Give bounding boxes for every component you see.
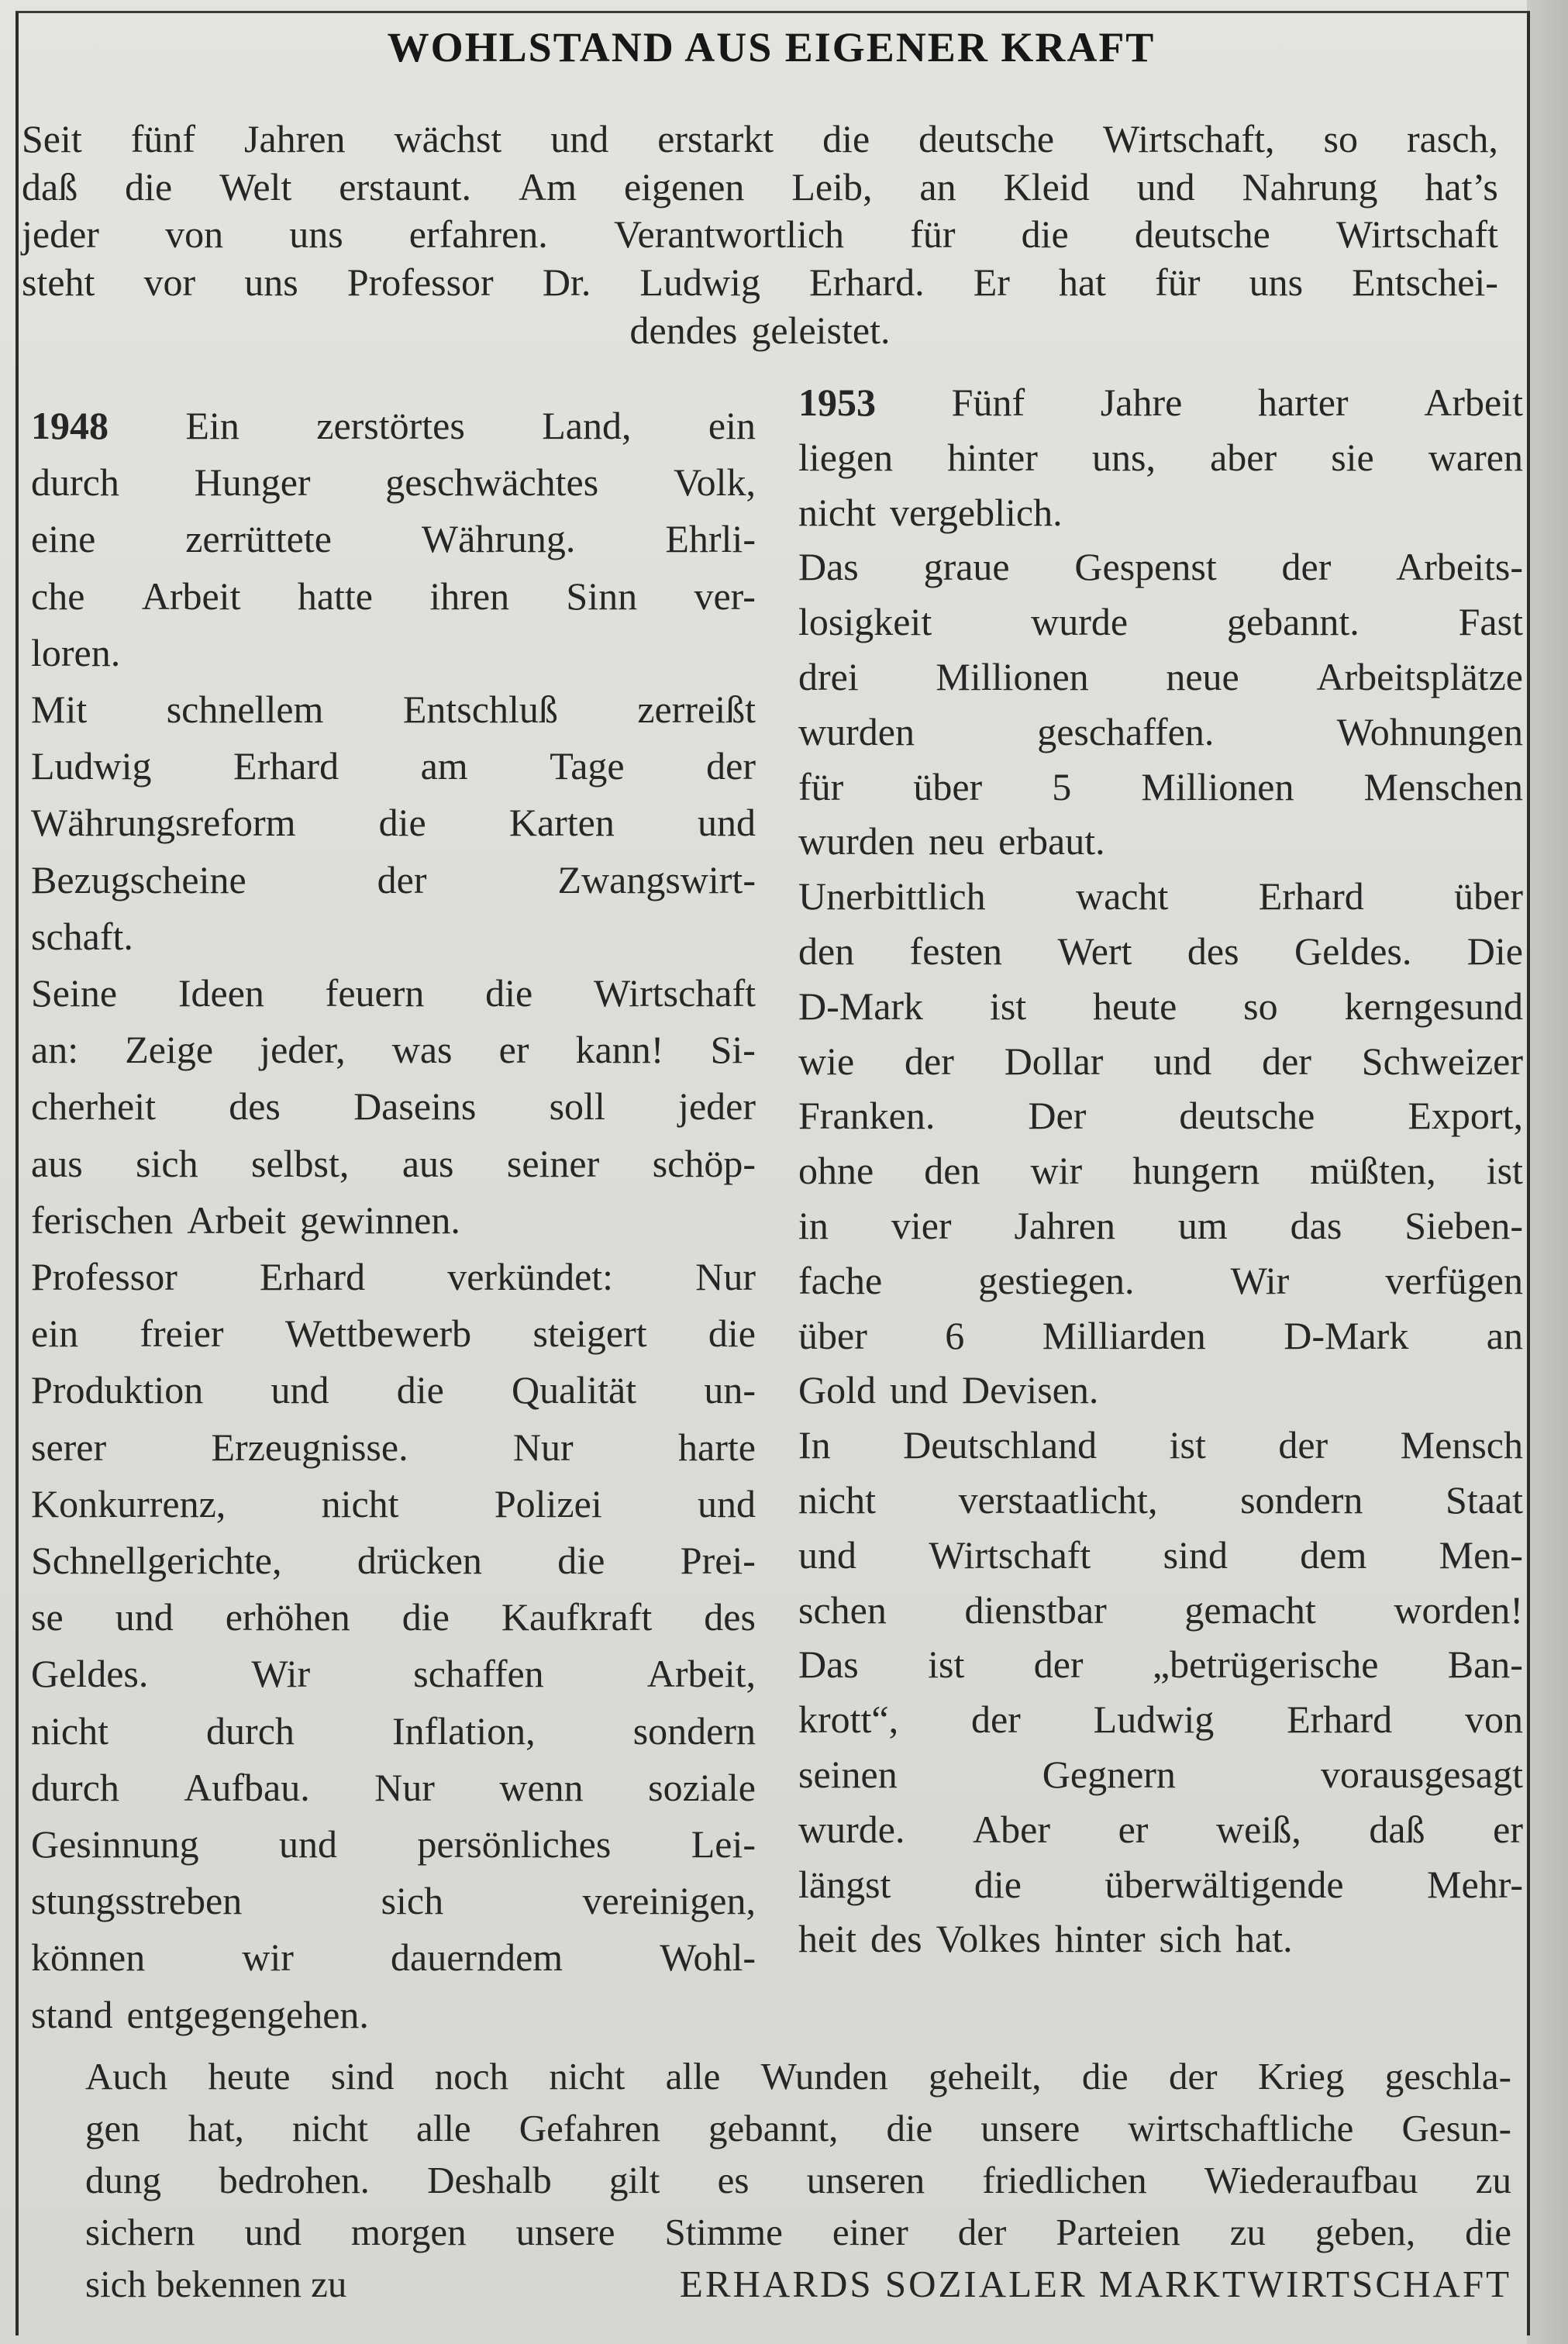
right-column-line: Gold und Devisen. — [798, 1368, 1099, 1412]
right-column-line: seinen Gegnern vorausgesagt — [798, 1753, 1523, 1796]
left-column-line: können wir dauerndem Wohl- — [31, 1936, 756, 1980]
right-column-line: 1953 Fünf Jahre harter Arbeit — [798, 381, 1523, 424]
left-column-line: serer Erzeugnisse. Nur harte — [31, 1425, 756, 1469]
outro-line: Auch heute sind noch nicht alle Wunden geheilt, die der Krieg geschla- — [85, 2055, 1511, 2098]
left-column-line: Gesinnung und persönliches Lei- — [31, 1822, 756, 1866]
left-column-line: Bezugscheine der Zwangswirt- — [31, 857, 756, 901]
right-column-line: ohne den wir hungern müßten, ist — [798, 1149, 1523, 1193]
left-column-line: ein freier Wettbewerb steigert die — [31, 1312, 756, 1356]
year-label: 1948 — [31, 404, 109, 447]
intro-line: steht vor uns Professor Dr. Ludwig Erhard. Er hat für uns Entschei- — [22, 260, 1498, 304]
right-column-line: wie der Dollar und der Schweizer — [798, 1039, 1523, 1083]
left-column-line: stand entgegengehen. — [31, 1992, 369, 2036]
right-column-line: und Wirtschaft sind dem Men- — [798, 1532, 1523, 1577]
right-column-line: Das ist der „betrügerische Ban- — [798, 1643, 1523, 1687]
left-column-line: eine zerrüttete Währung. Ehrli- — [31, 517, 756, 561]
slogan-erhards-sozialer-marktwirtschaft: ERHARDS SOZIALER MARKTWIRTSCHAFT — [679, 2263, 1511, 2305]
left-column-line: Mit schnellem Entschluß zerreißt — [31, 688, 756, 731]
right-column-line: schen dienstbar gemacht worden! — [798, 1587, 1523, 1632]
right-column-line: drei Millionen neue Arbeitsplätze — [798, 655, 1523, 698]
left-column-line: stungsstreben sich vereinigen, — [31, 1879, 756, 1923]
left-column-line: durch Hunger geschwächtes Volk, — [31, 460, 756, 505]
left-column-line: nicht durch Inflation, sondern — [31, 1708, 756, 1753]
right-column-line: längst die überwältigende Mehr- — [798, 1862, 1523, 1906]
left-column-line: Schnellgerichte, drücken die Prei- — [31, 1539, 756, 1582]
right-column-line: Das graue Gespenst der Arbeits- — [798, 545, 1523, 589]
document-title: WOHLSTAND AUS EIGENER KRAFT — [387, 24, 1156, 71]
left-column-line: che Arbeit hatte ihren Sinn ver- — [31, 574, 756, 618]
outro-line: dung bedrohen. Deshalb gilt es unseren friedlichen Wiederaufbau zu — [85, 2159, 1511, 2201]
page-edge — [1527, 0, 1568, 2344]
left-column-line: Währungsreform die Karten und — [31, 801, 756, 845]
intro-line: daß die Welt erstaunt. Am eigenen Leib, an Kleid und Nahrung hat’s — [22, 165, 1498, 209]
right-column-line: In Deutschland ist der Mensch — [798, 1423, 1523, 1467]
right-column-line: über 6 Milliarden D-Mark an — [798, 1313, 1523, 1357]
right-column-line: fache gestiegen. Wir verfügen — [798, 1258, 1523, 1302]
left-column-line: Professor Erhard verkündet: Nur — [31, 1255, 756, 1298]
right-column-line: wurden neu erbaut. — [798, 819, 1105, 863]
intro-line: jeder von uns erfahren. Verantwortlich für die deutsche Wirtschaft — [22, 212, 1498, 256]
outro-last-line — [85, 2262, 1511, 2306]
right-column-line: wurde. Aber er weiß, daß er — [798, 1807, 1523, 1851]
left-column-line: Geldes. Wir schaffen Arbeit, — [31, 1652, 756, 1696]
outro-last-prefix: sich bekennen zu — [85, 2263, 347, 2305]
intro-line: dendes geleistet. — [629, 309, 891, 352]
right-column-line: in vier Jahren um das Sieben- — [798, 1204, 1523, 1247]
right-column-line: krott“, der Ludwig Erhard von — [798, 1698, 1523, 1742]
left-column-line: ferischen Arbeit gewinnen. — [31, 1198, 460, 1242]
outro-line: gen hat, nicht alle Gefahren gebannt, die unsere wirtschaftliche Gesun- — [85, 2107, 1511, 2149]
left-column-line: durch Aufbau. Nur wenn soziale — [31, 1765, 756, 1809]
left-column-line: Ludwig Erhard am Tage der — [31, 744, 756, 788]
right-column-line: Franken. Der deutsche Export, — [798, 1094, 1523, 1138]
intro-line: Seit fünf Jahren wächst und erstarkt die deutsche Wirtschaft, so rasch, — [22, 117, 1498, 160]
right-column-line: wurden geschaffen. Wohnungen — [798, 709, 1523, 753]
left-column-line: an: Zeige jeder, was er kann! Si- — [31, 1028, 756, 1072]
right-column-line: den festen Wert des Geldes. Die — [798, 929, 1523, 973]
year-label: 1953 — [798, 381, 876, 424]
left-column-line: cherheit des Daseins soll jeder — [31, 1084, 756, 1129]
right-column-line: liegen hinter uns, aber sie waren — [798, 435, 1523, 479]
left-column-line: Konkurrenz, nicht Polizei und — [31, 1481, 756, 1525]
left-column-line: loren. — [31, 630, 121, 674]
right-column-line: D-Mark ist heute so kerngesund — [798, 984, 1523, 1028]
right-column-line: heit des Volkes hinter sich hat. — [798, 1917, 1293, 1961]
right-column-line: nicht verstaatlicht, sondern Staat — [798, 1478, 1523, 1522]
left-column-line: 1948 Ein zerstörtes Land, ein — [31, 404, 756, 447]
right-column-line: nicht vergeblich. — [798, 490, 1063, 534]
right-column-line: losigkeit wurde gebannt. Fast — [798, 600, 1523, 644]
left-column-line: Seine Ideen feuern die Wirtschaft — [31, 971, 756, 1015]
left-column-line: schaft. — [31, 914, 133, 958]
outro-line: sichern und morgen unsere Stimme einer der Parteien zu geben, die — [85, 2211, 1511, 2253]
left-column-line: aus sich selbst, aus seiner schöp- — [31, 1141, 756, 1185]
right-column-line: für über 5 Millionen Menschen — [798, 764, 1523, 808]
right-column-line: Unerbittlich wacht Erhard über — [798, 874, 1523, 919]
left-column-line: Produktion und die Qualität un- — [31, 1368, 756, 1412]
left-column-line: se und erhöhen die Kaufkraft des — [31, 1595, 756, 1639]
